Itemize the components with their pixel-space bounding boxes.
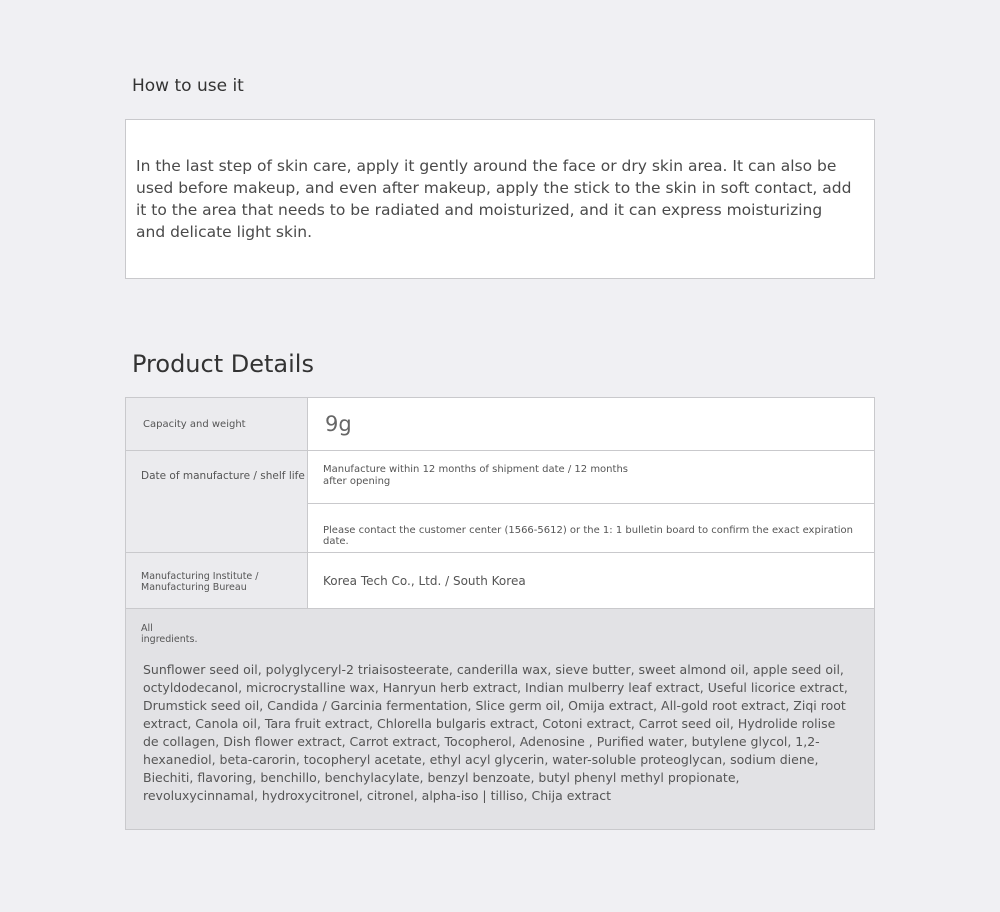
maker-value: Korea Tech Co., Ltd. / South Korea <box>323 574 526 588</box>
capacity-value: 9g <box>325 412 352 436</box>
date-value-line1: Manufacture within 12 months of shipment date / 12 months after opening <box>323 464 628 487</box>
date-value-line1-cell <box>308 451 874 504</box>
date-label: Date of manufacture / shelf life <box>141 470 305 482</box>
usage-heading: How to use it <box>132 76 244 96</box>
date-value-line2: Please contact the customer center (1566-5612) or the 1: 1 bulletin board to confirm the exact expiration date. <box>323 525 853 547</box>
date-value-line2-cell <box>308 504 874 552</box>
capacity-row <box>126 398 874 451</box>
date-label-cell <box>126 451 308 552</box>
usage-text: In the last step of skin care, apply it gently around the face or dry skin area. It can also be used before makeup, and even after makeup, apply the stick to the skin in soft contact, add it to the area that needs to be radiated and moisturized, and it can express moisturizing and delicate light skin. <box>136 157 852 241</box>
ingredients-text: Sunflower seed oil, polyglyceryl-2 triaisosteerate, canderilla wax, sieve butter, sweet almond oil, apple seed oil, octyldodecanol, microcrystalline wax, Hanryun herb extract, Indian mulberry leaf extract, Useful licorice extract, Drumstick seed oil, Candida / Garcinia fermentation, Slice germ oil, Omija extract, All-gold root extract, Ziqi root extract, Canola oil, Tara fruit extract, Chlorella bulgaris extract, Cotoni extract, Carrot seed oil, Hydrolide rolise de collagen, Dish flower extract, Carrot extract, Tocopherol, Adenosine , Purified water, butylene glycol, 1,2-hexanediol, beta-carorin, tocopheryl acetate, ethyl acyl glycerin, water-soluble proteoglycan, sodium diene, Biechiti, flavoring, benchillo, benchylacylate, benzyl benzoate, butyl phenyl methyl propionate, revoluxycinnamal, hydroxycitronel, citronel, alpha-iso | tilliso, Chija extract <box>143 662 848 803</box>
ingredients-section <box>126 609 874 829</box>
maker-value-cell <box>308 553 874 608</box>
maker-label: Manufacturing Institute / Manufacturing Bureau <box>141 571 259 593</box>
date-row <box>126 451 874 553</box>
product-details-table <box>125 397 875 830</box>
maker-row <box>126 553 874 609</box>
capacity-value-cell <box>308 398 874 450</box>
capacity-label: Capacity and weight <box>143 419 246 430</box>
maker-label-cell <box>126 553 308 608</box>
product-details-heading: Product Details <box>132 350 314 378</box>
ingredients-label: All ingredients. <box>141 623 198 645</box>
capacity-label-cell <box>126 398 308 450</box>
usage-box <box>125 119 875 279</box>
date-value-cell <box>308 451 874 552</box>
